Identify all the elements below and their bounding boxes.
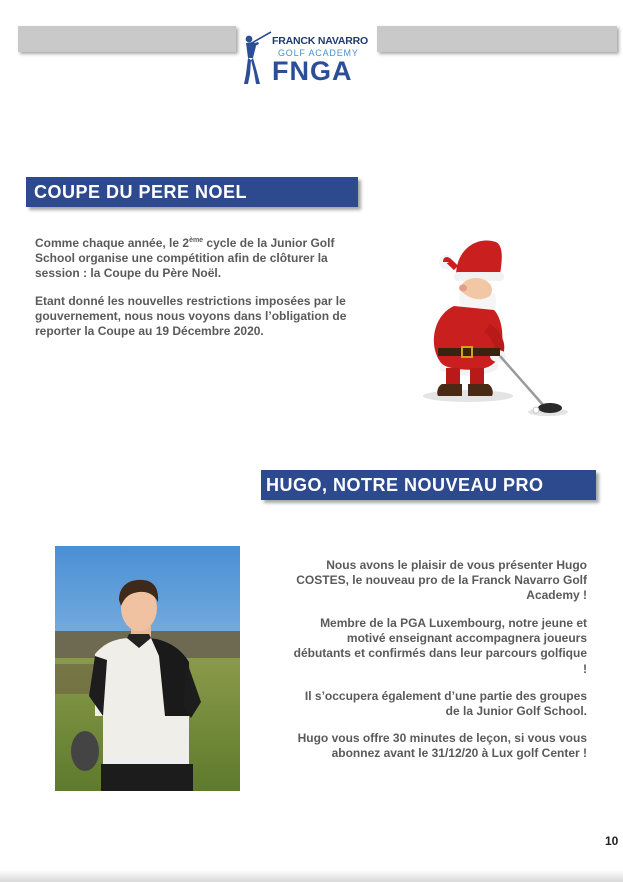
section-title-coupe: COUPE DU PERE NOEL [26,177,358,207]
hugo-paragraph-2: Membre de la PGA Luxembourg, notre jeune et motivé enseignant accompagnera joueurs débutants et confirmés dans leur parcours golfique ! [293,616,587,676]
logo-text-subtitle: GOLF ACADEMY [278,48,359,58]
santa-golfer-illustration [398,228,583,428]
hugo-paragraph-3: Il s’occupera également d’une partie des groupes de la Junior Golf School. [304,689,587,719]
logo-text-name: FRANCK NAVARRO [272,35,368,47]
header-bar-left [18,26,236,52]
hugo-paragraph-1: Nous avons le plaisir de vous présenter Hugo COSTES, le nouveau pro de la Franck Navarro Golf Academy ! [296,558,587,603]
coupe-paragraph-1-sup: ème [189,237,204,244]
coupe-paragraph-2: Etant donné les nouvelles restrictions imposées par le gouvernement, nous nous voyons dans l’obligation de reporter la Coupe au 19 Décembre 2020. [35,294,347,339]
page-bottom-edge [0,870,623,882]
fnga-logo [240,30,375,88]
coupe-paragraph-1-text-a: Comme chaque année, le 2 [35,236,190,250]
page-number: 10 [605,834,619,848]
hugo-paragraph-4: Hugo vous offre 30 minutes de leçon, si vous vous abonnez avant le 31/12/20 à Lux golf Center ! [297,731,587,761]
coupe-paragraph-1 [35,236,355,282]
hugo-portrait-photo [55,546,240,791]
section-title-hugo: HUGO, NOTRE NOUVEAU PRO [261,470,596,500]
coupe-paragraph-1-text-b: cycle de la Junior Golf School organise une compétition afin de clôturer la session : la Coupe du Père Noël. [35,236,335,281]
header-bar-right [377,26,617,52]
logo-text-acronym: FNGA [272,56,353,86]
golfer-logo-icon [240,30,272,86]
